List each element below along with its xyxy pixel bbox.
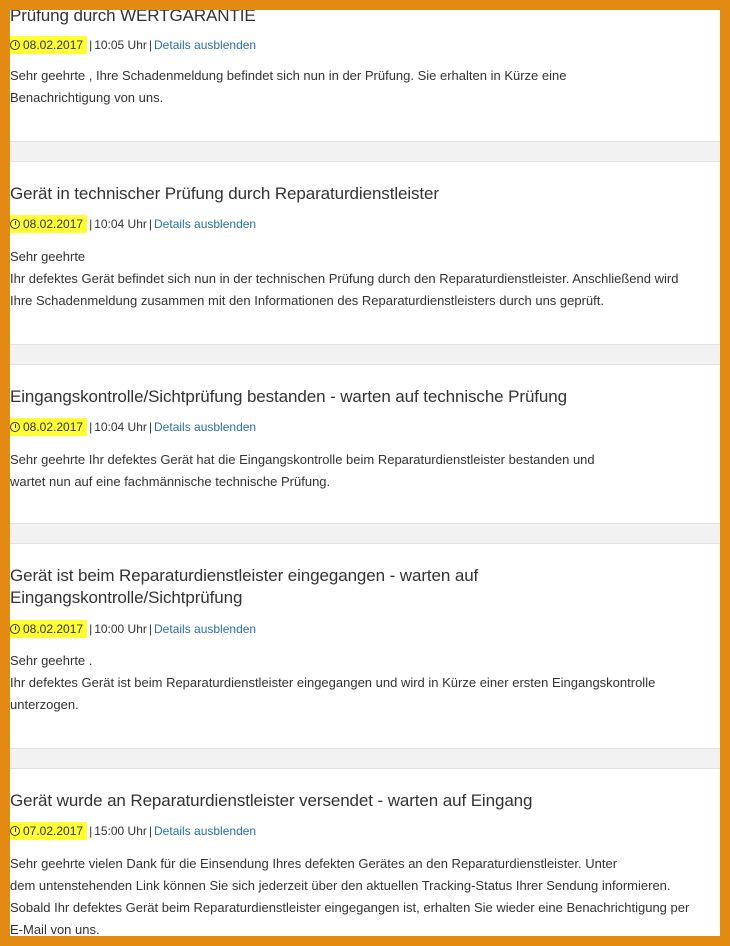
entry-date: 08.02.2017 — [10, 215, 87, 233]
details-toggle-link[interactable]: Details ausblenden — [154, 420, 257, 434]
details-toggle-link[interactable]: Details ausblenden — [154, 824, 257, 838]
entry-message: Sehr geehrte . Ihr defektes Gerät ist beim Reparaturdienstleister eingegangen und wird in Kürze einer ersten Eingangskontrolle unterzogen. — [10, 653, 656, 712]
entry-meta: 07.02.2017 | 15:00 Uhr | Details ausblenden — [10, 822, 256, 840]
entry-date: 07.02.2017 — [10, 822, 87, 840]
entry-title: Prüfung durch WERTGARANTIE — [10, 10, 256, 25]
entry-message: Sehr geehrte Ihr defektes Gerät befindet sich nun in der technischen Prüfung durch den Reparaturdienstleister. Anschließend wird Ihre Schadenmeldung zusammen mit den Informationen des Reparaturdienstleisters durch uns geprüft. — [10, 249, 679, 308]
status-entry — [10, 161, 720, 345]
entry-time: 10:04 Uhr — [94, 217, 147, 231]
entry-title: Eingangskontrolle/Sichtprüfung bestanden - warten auf technische Prüfung — [10, 387, 567, 406]
entry-message: Sehr geehrte Ihr defektes Gerät hat die Eingangskontrolle beim Reparaturdienstleister bestanden und wartet nun auf eine fachmännische technische Prüfung. — [10, 452, 595, 489]
entry-date: 08.02.2017 — [10, 620, 87, 638]
entry-date: 08.02.2017 — [10, 418, 87, 436]
entry-title: Gerät ist beim Reparaturdienstleister eingegangen - warten auf — [10, 566, 479, 585]
entry-meta: 08.02.2017 | 10:00 Uhr | Details ausblenden — [10, 620, 256, 638]
details-toggle-link[interactable]: Details ausblenden — [154, 622, 257, 636]
status-entry — [10, 543, 720, 749]
status-entry — [10, 10, 720, 142]
clock-icon — [10, 624, 20, 634]
clock-icon — [10, 826, 20, 836]
clock-icon — [10, 219, 20, 229]
entry-time: 15:00 Uhr — [94, 824, 147, 838]
entry-title: Gerät wurde an Reparaturdienstleister versendet - warten auf Eingang — [10, 791, 533, 810]
entry-title-line2: Eingangskontrolle/Sichtprüfung — [10, 588, 243, 607]
entry-title: Gerät in technischer Prüfung durch Reparaturdienstleister — [10, 184, 439, 203]
entry-time: 10:05 Uhr — [94, 38, 147, 52]
entry-time: 10:00 Uhr — [94, 622, 147, 636]
details-toggle-link[interactable]: Details ausblenden — [154, 217, 257, 231]
status-entry — [10, 768, 720, 936]
entry-date: 08.02.2017 — [10, 36, 87, 54]
entry-time: 10:04 Uhr — [94, 420, 147, 434]
entry-meta: 08.02.2017 | 10:04 Uhr | Details ausblenden — [10, 418, 256, 436]
entry-meta: 08.02.2017 | 10:04 Uhr | Details ausblenden — [10, 215, 256, 233]
clock-icon — [10, 40, 20, 50]
entry-message: Sehr geehrte vielen Dank für die Einsendung Ihres defekten Gerätes an den Reparaturdienstleister. Unter dem untenstehenden Link können Sie sich jederzeit über den aktuellen Tracking-Status Ihrer Sendung informieren. Sobald Ihr defektes Gerät beim Reparaturdienstleister eingegangen ist, erhalten Sie wieder eine Benachrichtigung per E-Mail von uns. — [10, 856, 690, 936]
entry-meta: 08.02.2017 | 10:05 Uhr | Details ausblenden — [10, 36, 256, 54]
clock-icon — [10, 422, 20, 432]
status-history-panel — [10, 10, 720, 936]
status-entry — [10, 364, 720, 524]
entry-message: Sehr geehrte , Ihre Schadenmeldung befindet sich nun in der Prüfung. Sie erhalten in Kürze eine Benachrichtigung von uns. — [10, 68, 567, 105]
details-toggle-link[interactable]: Details ausblenden — [154, 38, 257, 52]
